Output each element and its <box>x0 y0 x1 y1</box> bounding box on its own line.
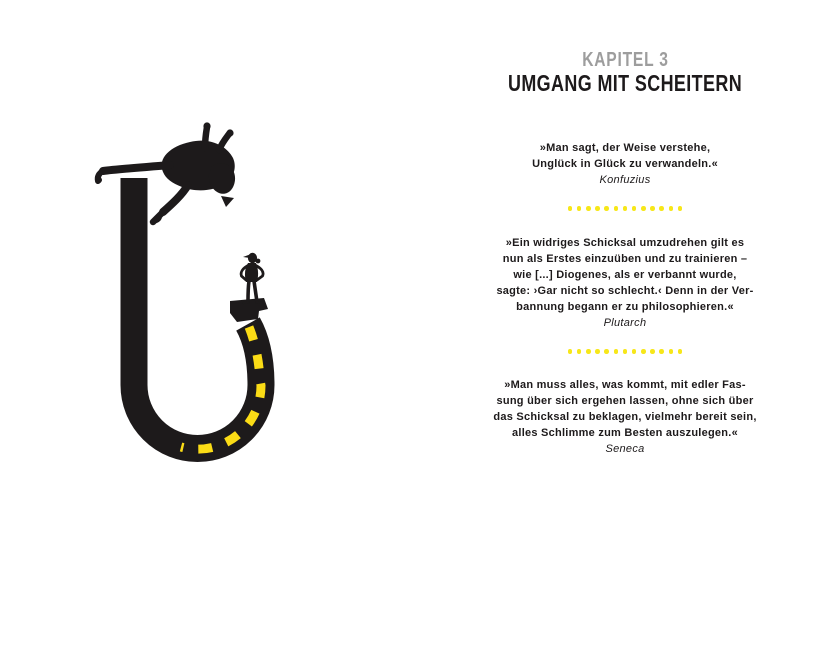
quote-line: »Ein widriges Schicksal umzudrehen gilt es <box>505 237 745 249</box>
quote-line: das Schicksal zu beklagen, vielmehr bereit sein, <box>493 411 757 423</box>
quote-line: »Man muss alles, was kommt, mit edler Fas- <box>504 379 746 391</box>
quote-line: nun als Erstes einzuüben und zu trainieren – <box>502 253 748 265</box>
quote-plutarch <box>460 235 790 331</box>
divider-dot <box>632 349 637 354</box>
standing-figure <box>241 253 263 303</box>
quote-author: Konfuzius <box>599 174 651 186</box>
divider-dot <box>586 349 591 354</box>
quote-line: sagte: ›Gar nicht so schlecht.‹ Denn in der Ver- <box>496 285 754 297</box>
quote-line: Unglück in Glück zu verwandeln.« <box>532 158 718 170</box>
quote-konfuzius <box>460 140 790 188</box>
divider-dot <box>568 349 573 354</box>
divider-dot <box>659 206 664 211</box>
cap-brim <box>243 254 254 259</box>
dotted-divider <box>460 206 790 211</box>
divider-dot <box>614 349 619 354</box>
divider-dot <box>641 349 646 354</box>
chapter-label <box>460 50 790 70</box>
divider-dot <box>623 206 628 211</box>
divider-dot <box>614 206 619 211</box>
divider-dot <box>577 349 582 354</box>
divider-dot <box>586 206 591 211</box>
divider-dot <box>595 349 600 354</box>
divider-dot <box>650 349 655 354</box>
quote-line: bannung begann er zu philosophieren.« <box>516 301 734 313</box>
divider-dot <box>650 206 655 211</box>
chapter-title-text: UMGANG MIT SCHEITERN <box>507 70 743 96</box>
quote-line: sung über sich ergehen lassen, ohne sich über <box>496 395 754 407</box>
quote-author: Seneca <box>605 443 645 455</box>
falling-figure <box>96 122 235 225</box>
divider-dot <box>641 206 646 211</box>
divider-dot <box>669 349 674 354</box>
quote-line: alles Schlimme zum Besten auszulegen.« <box>512 427 738 439</box>
divider-dot <box>604 349 609 354</box>
divider-dot <box>623 349 628 354</box>
chapter-title <box>460 72 790 95</box>
divider-dot <box>604 206 609 211</box>
quote-line: wie [...] Diogenes, als er verbannt wurde, <box>513 269 737 281</box>
divider-dot <box>669 206 674 211</box>
divider-dot <box>577 206 582 211</box>
divider-dot <box>568 206 573 211</box>
divider-dot <box>632 206 637 211</box>
quote-seneca <box>460 377 790 457</box>
divider-dot <box>678 206 683 211</box>
chapter-label-text: KAPITEL 3 <box>581 49 669 71</box>
divider-dot <box>595 206 600 211</box>
quote-author: Plutarch <box>603 317 647 329</box>
divider-dot <box>678 349 683 354</box>
u-road-illustration <box>0 0 400 560</box>
quote-line: »Man sagt, der Weise verstehe, <box>539 142 711 154</box>
dotted-divider <box>460 349 790 354</box>
divider-dot <box>659 349 664 354</box>
